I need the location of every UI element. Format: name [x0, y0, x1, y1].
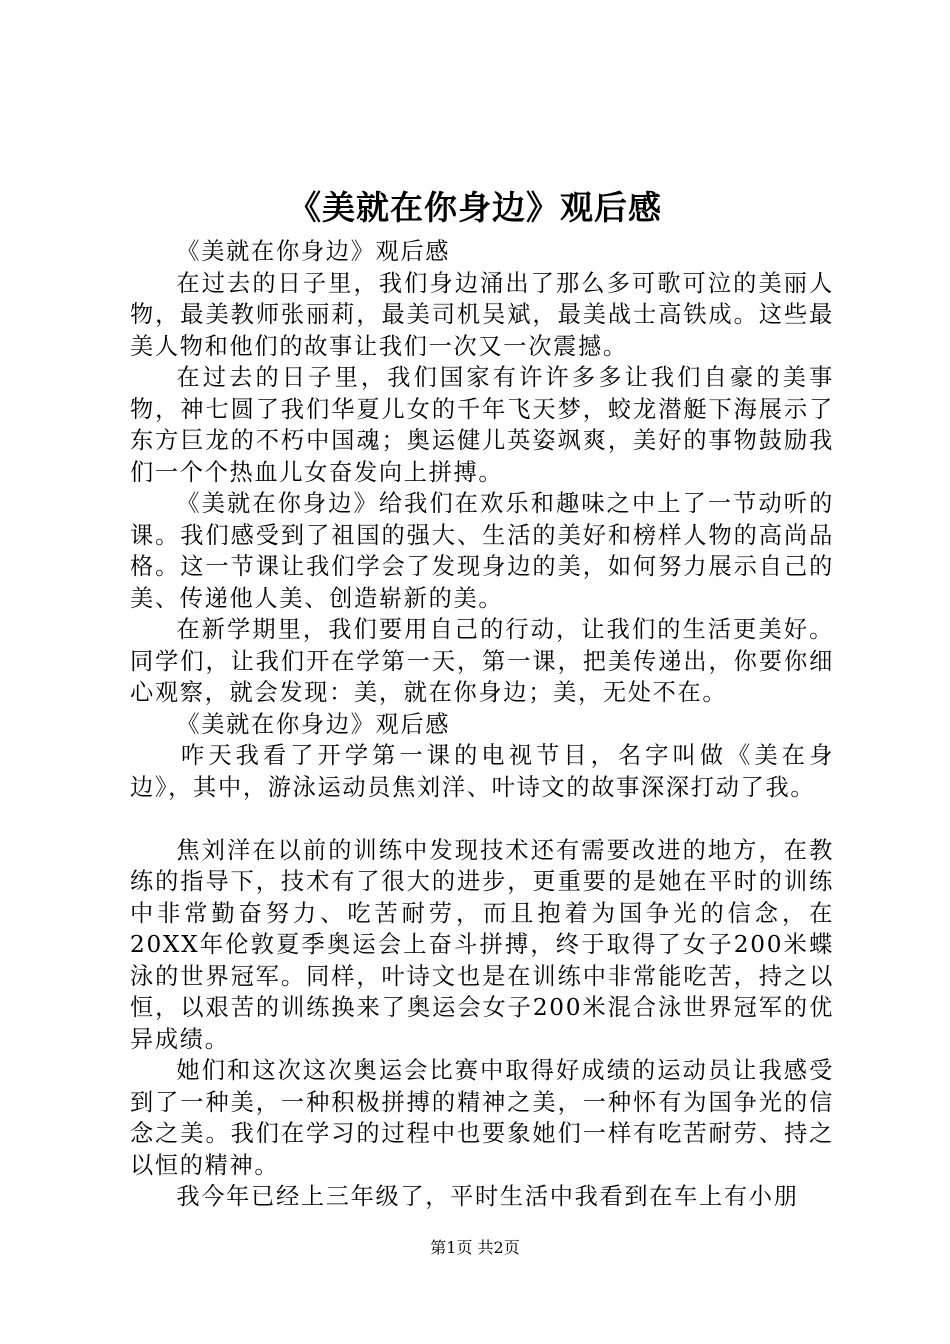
paragraph: 在新学期里，我们要用自己的行动，让我们的生活更美好。同学们，让我们开在学第一天，第一课，把美传递出，你要你细心观察，就会发现：美，就在你身边；美，无处不在。: [130, 616, 834, 706]
paragraph-subtitle-1: 《美就在你身边》观后感: [176, 238, 451, 265]
paragraph-subtitle-2: 《美就在你身边》观后感: [176, 710, 451, 738]
document-title: 《美就在你身边》观后感: [288, 188, 662, 227]
paragraph: 在过去的日子里，我们国家有许许多多让我们自豪的美事物，神七圆了我们华夏儿女的千年飞天梦，蛟龙潜艇下海展示了东方巨龙的不朽中国魂；奥运健儿英姿飒爽，美好的事物鼓励我们一个个热血儿女奋发向上拼搏。: [130, 364, 834, 486]
paragraph: 焦刘洋在以前的训练中发现技术还有需要改进的地方，在教练的指导下，技术有了很大的进步，更重要的是她在平时的训练中非常勤奋努力、吃苦耐劳，而且抱着为国争光的信念，在20XX年伦敦夏季奥运会上奋斗拼搏，终于取得了女子200米蝶泳的世界冠军。同样，叶诗文也是在训练中非常能吃苦，持之以恒，以艰苦的训练换来了奥运会女子200米混合泳世界冠军的优异成绩。: [130, 836, 834, 1053]
blank-line: [130, 803, 834, 835]
paragraph: 我今年已经上三年级了，平时生活中我看到在车上有小朋: [176, 1183, 799, 1210]
paragraph: 《美就在你身边》给我们在欢乐和趣味之中上了一节动听的课。我们感受到了祖国的强大、生活的美好和榜样人物的高尚品格。这一节课让我们学会了发现身边的美，如何努力展示自己的美、传递他人美、创造崭新的美。: [130, 490, 834, 612]
paragraph: 在过去的日子里，我们身边涌出了那么多可歌可泣的美丽人物，最美教师张丽莉，最美司机吴斌，最美战士高铁成。这些最美人物和他们的故事让我们一次又一次震撼。: [130, 269, 834, 360]
paragraph: 她们和这次这次奥运会比赛中取得好成绩的运动员让我感受到了一种美，一种积极拼搏的精神之美，一种怀有为国争光的信念之美。我们在学习的过程中也要象她们一样有吃苦耐劳、持之以恒的精神。: [130, 1057, 834, 1179]
page-number-footer: 第1页 共2页: [430, 1238, 520, 1257]
document-body: [130, 236, 834, 1213]
paragraph: 咋天我看了开学第一课的电视节目，名字叫做《美在身边》，其中，游泳运动员焦刘洋、叶诗文的故事深深打动了我。: [130, 742, 834, 801]
